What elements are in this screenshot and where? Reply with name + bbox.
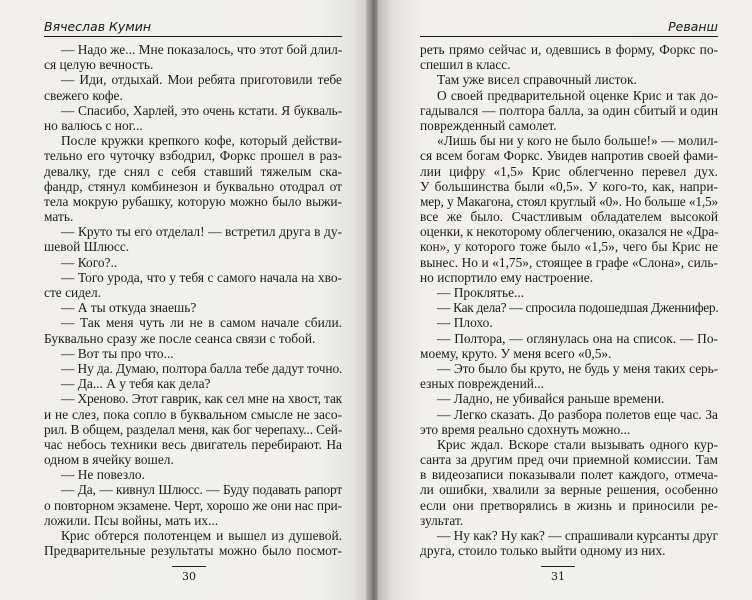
text-line-content: друга, стоило только выйти одному из них.	[420, 543, 666, 559]
text-line	[44, 331, 342, 346]
text-line-content: в видеозаписи показывали полет каждого, отмеча-	[420, 467, 718, 483]
text-line	[44, 361, 342, 376]
text-line-content: оценки, к некоторому облегчению, оказался не «Дра-	[420, 224, 719, 240]
text-line-content: — Да... А у тебя как дела?	[61, 376, 211, 392]
text-line	[420, 209, 718, 224]
text-line	[420, 42, 718, 57]
text-line-content: реть прямо сейчас и, одевшись в форму, Форкс по-	[420, 42, 718, 57]
text-line-content: мать.	[44, 209, 74, 225]
text-line	[44, 133, 342, 148]
text-line	[44, 391, 342, 406]
text-line-content: Там уже висел справочный листок.	[437, 72, 637, 88]
text-line-content: но валюсь с ног...	[44, 117, 143, 133]
text-line	[420, 179, 718, 194]
text-line-content: ся всем богам Форкс. Увидев напротив своей фами-	[420, 148, 718, 164]
text-line-content: ложили. Псы войны, мать их...	[44, 512, 219, 528]
text-line	[420, 255, 718, 270]
text-line	[420, 543, 718, 558]
text-line-content: — Круто ты его отделал! — встретил друга в ду-	[61, 224, 342, 240]
folio-rule	[172, 566, 206, 567]
text-line-content: — Надо же... Мне показалось, что этот бой длил-	[61, 42, 343, 57]
left-page-body-text	[44, 42, 342, 558]
text-line	[44, 118, 342, 133]
text-line-content: ся целую вечность.	[44, 57, 154, 73]
text-line	[420, 224, 718, 239]
text-line	[44, 209, 342, 224]
text-line-content: езных повреждений...	[420, 376, 544, 392]
text-line	[44, 543, 342, 558]
page-number: 30	[182, 570, 196, 583]
text-line-content: Предварительные результаты можно было посмот-	[44, 543, 342, 559]
text-line-content: час небось техники весь двигатель перебирают. На	[44, 436, 342, 452]
text-line	[44, 88, 342, 103]
text-line-content: — Ну как? Ну как? — спрашивали курсанты друг	[437, 528, 718, 543]
text-line-content: тела мокрую рубашку, которую можно было выжи-	[44, 193, 342, 209]
text-line-content: — Не повезло.	[61, 467, 145, 483]
right-page	[378, 0, 752, 600]
text-line	[420, 270, 718, 285]
text-line-content: — Спасибо, Харлей, это очень кстати. Я букваль-	[61, 102, 342, 118]
text-line-content: санта за другим пред очи приемной комиссии. Там	[420, 452, 718, 468]
text-line-content: тельно его чуточку взбодрил, Форкс прошел в раз-	[44, 148, 342, 164]
text-line	[420, 361, 718, 376]
text-line	[420, 528, 718, 543]
text-line-content: — Да, — кивнул Шлюсс. — Буду подавать рапорт	[61, 482, 342, 498]
text-line	[420, 103, 718, 118]
text-line	[44, 148, 342, 163]
text-line-content: — Плохо.	[437, 315, 493, 331]
text-line	[44, 255, 342, 270]
text-line	[420, 164, 718, 179]
text-line	[420, 148, 718, 163]
text-line-content: ли ошибки, хвалили за верные решения, особенно	[420, 482, 718, 498]
text-line	[420, 346, 718, 361]
text-line	[44, 179, 342, 194]
text-line	[44, 513, 342, 528]
text-line-content: девалку, где снял с себя ставший тяжелым ска-	[44, 163, 342, 179]
text-line-content: спешил в класс.	[420, 57, 511, 73]
text-line	[44, 437, 342, 452]
left-page	[0, 0, 372, 600]
text-line-content: — Кого?..	[61, 254, 118, 270]
text-line	[44, 103, 342, 118]
text-line	[44, 270, 342, 285]
folio-rule	[541, 566, 575, 567]
text-line-content: У большинства были «0,5». У кого-то, как, напри-	[420, 178, 718, 194]
text-line	[420, 376, 718, 391]
text-line	[420, 498, 718, 513]
text-line-content: — Ну да. Думаю, полтора балла тебе дадут точно.	[61, 360, 343, 376]
text-line	[44, 422, 342, 437]
text-line-content: — Хреново. Этот гаврик, как сел мне на хвост, так	[61, 391, 342, 407]
text-line-content: одном в ячейку вошел.	[44, 452, 174, 468]
text-line	[420, 452, 718, 467]
text-line-content: — Того урода, что у тебя с самого начала на хво-	[61, 269, 342, 285]
text-line	[44, 498, 342, 513]
text-line-content: шевой Шлюсс.	[44, 239, 130, 255]
text-line	[420, 118, 718, 133]
page-number: 31	[551, 570, 565, 583]
text-line	[44, 42, 342, 57]
text-line	[420, 467, 718, 482]
text-line	[44, 285, 342, 300]
text-line	[420, 300, 718, 315]
text-line-content: зультат.	[420, 512, 464, 528]
text-line-content: — Иди, отдыхай. Мои ребята приготовили тебе	[61, 72, 342, 88]
text-line-content: После кружки крепкого кофе, который действи-	[61, 133, 342, 149]
text-line	[44, 482, 342, 497]
text-line	[44, 346, 342, 361]
text-line-content: моему, круто. У меня всего «0,5».	[420, 345, 612, 361]
text-line-content: сте сидел.	[44, 285, 101, 300]
text-line	[420, 331, 718, 346]
running-head-title: Реванш	[420, 20, 718, 37]
text-line-content: — А ты откуда знаешь?	[61, 300, 197, 316]
text-line	[420, 239, 718, 254]
text-line	[44, 376, 342, 391]
text-line	[420, 422, 718, 437]
text-line	[44, 239, 342, 254]
text-line-content: и не слез, пока сопло в буквальном смысле не засо-	[44, 406, 342, 422]
text-line	[44, 467, 342, 482]
text-line-content: — Это было бы круто, не будь у меня таких серь-	[437, 360, 718, 376]
text-line-content: лии цифру «1,5» Крис облегченно перевел дух.	[420, 163, 718, 179]
text-line-content: гадывался — полтора балла, за один сбитый и один	[420, 102, 718, 118]
right-page-body-text	[420, 42, 718, 558]
text-line	[420, 194, 718, 209]
text-line-content: рил. В общем, разделал меня, как бог черепаху... Сей-	[44, 421, 342, 437]
text-line-content: вынес. Но и «1,75», стоящее в графе «Слона», силь-	[420, 254, 718, 270]
text-line-content: о повторном экзамене. Черт, хорошо же они нас при-	[44, 497, 342, 513]
text-line	[420, 315, 718, 330]
text-line	[44, 407, 342, 422]
text-line-content: — Как дела? — спросила подошедшая Дженнифер.	[437, 300, 719, 316]
text-line	[420, 133, 718, 148]
running-head-author: Вячеслав Кумин	[44, 20, 342, 37]
text-line-content: — Проклятье...	[437, 285, 525, 300]
text-line-content: — Вот ты про что...	[61, 345, 174, 361]
text-line	[420, 88, 718, 103]
text-line-content: поврежденный самолет.	[420, 117, 557, 133]
text-line-content: Буквально сразу же после сеанса связи с тобой.	[44, 330, 316, 346]
text-line-content: свежего кофе.	[44, 87, 123, 103]
text-line	[44, 164, 342, 179]
text-line	[44, 315, 342, 330]
text-line-content: «Лишь бы ни у кого не было больше!» — молил-	[437, 133, 718, 149]
text-line-content: мер, у Макагона, стоял круглый «0». Но больше «1,5»	[420, 193, 718, 209]
text-line-content: кон», у которого тоже было «1,5», чего бы Крис не	[420, 239, 718, 255]
text-line-content: — Полтора, — оглянулась она на список. — По-	[437, 330, 718, 346]
text-line-content: фандр, стянул комбинезон и буквально отодрал от	[44, 178, 342, 194]
text-line	[420, 57, 718, 72]
text-line	[420, 72, 718, 87]
text-line	[44, 452, 342, 467]
text-line	[420, 482, 718, 497]
text-line	[44, 72, 342, 87]
text-line-content: — Ладно, не убивайся раньше времени.	[437, 391, 665, 407]
text-line-content: если они претворялись в жизнь и приносили ре-	[420, 497, 718, 513]
text-line	[420, 407, 718, 422]
text-line	[44, 57, 342, 72]
text-line	[420, 391, 718, 406]
text-line	[44, 528, 342, 543]
text-line-content: это время реально сдохнуть можно...	[420, 421, 631, 437]
text-line-content: — Так меня чуть ли не в самом начале сбили.	[61, 315, 342, 331]
text-line-content: Крис обтерся полотенцем и вышел из душевой.	[61, 528, 342, 543]
text-line	[44, 194, 342, 209]
text-line	[420, 285, 718, 300]
text-line-content: О своей предварительной оценке Крис и так до-	[437, 87, 718, 103]
text-line	[44, 300, 342, 315]
text-line-content: но испортило ему настроение.	[420, 269, 594, 285]
text-line	[44, 224, 342, 239]
text-line	[420, 513, 718, 528]
text-line-content: — Легко сказать. До разбора полетов еще час. За	[437, 406, 718, 422]
text-line-content: Крис ждал. Вскоре стали вызывать одного кур-	[437, 436, 718, 452]
text-line	[420, 437, 718, 452]
text-line-content: все же было. Счастливым обладателем высокой	[420, 209, 718, 225]
